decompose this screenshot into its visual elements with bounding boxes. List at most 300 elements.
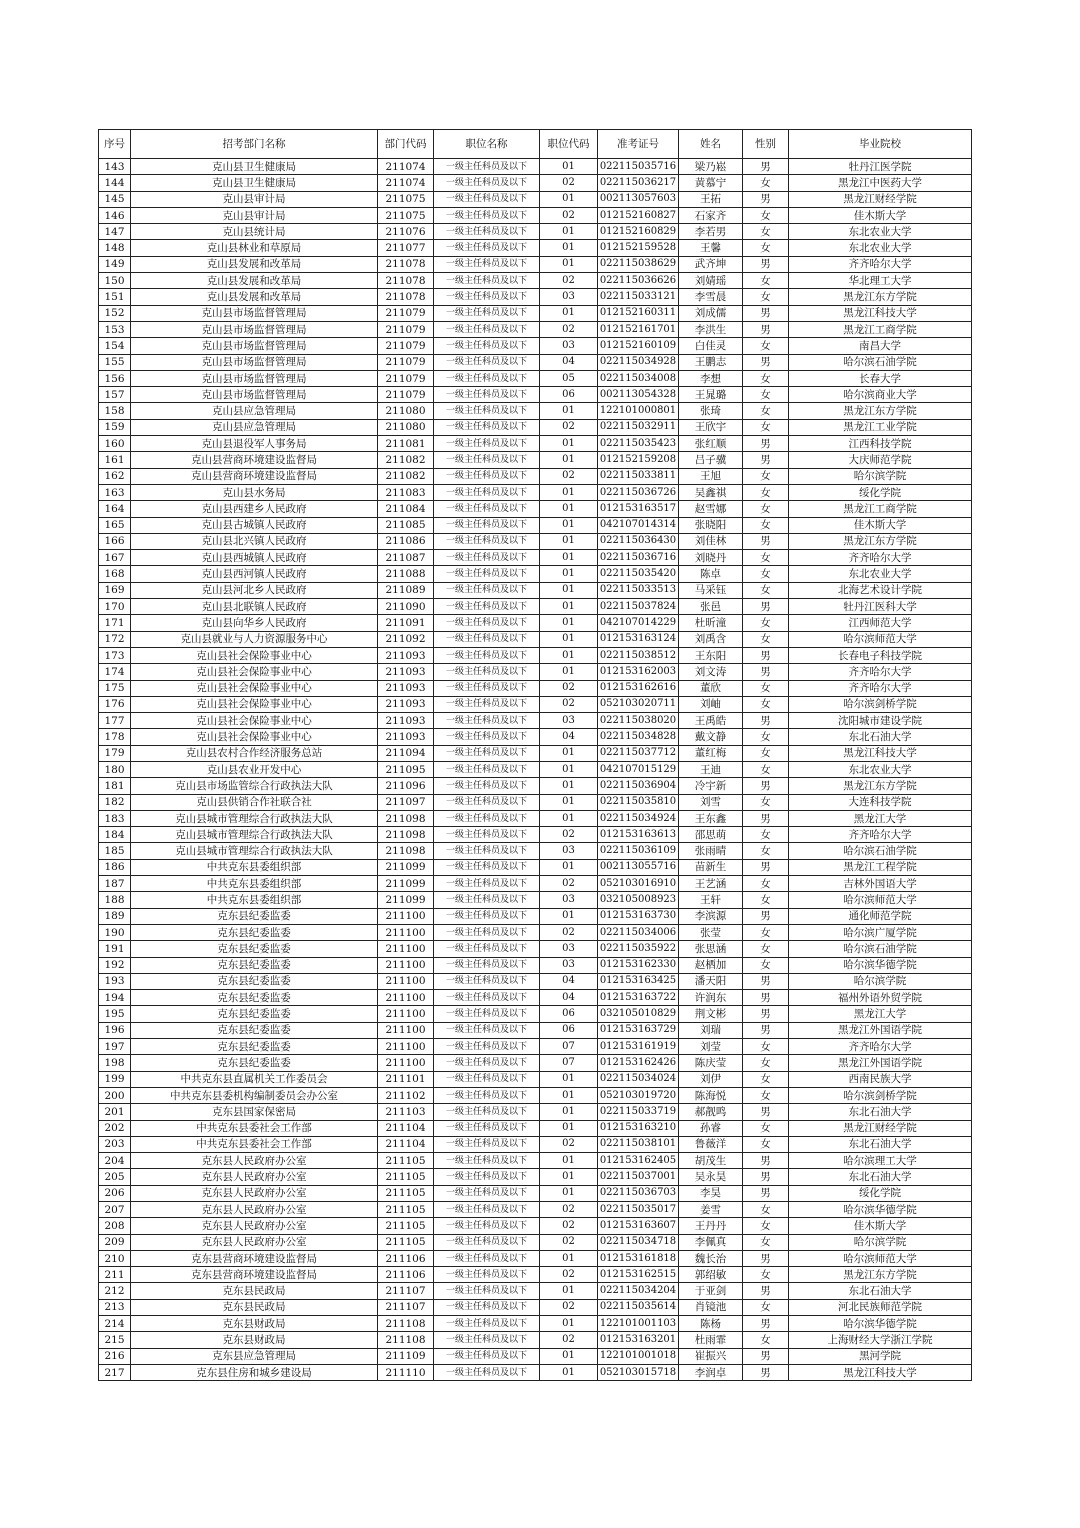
cell-position-code: 01: [540, 436, 598, 452]
table-row: [99, 566, 972, 582]
cell-position-code: 01: [540, 908, 598, 924]
cell-ticket-number: 042107014314: [598, 517, 679, 533]
cell-position-code: 01: [540, 256, 598, 272]
cell-seq: 171: [99, 615, 131, 631]
cell-position: 一级主任科员及以下: [434, 1087, 540, 1103]
cell-seq: 181: [99, 778, 131, 794]
table-row: [99, 908, 972, 924]
cell-position: 一级主任科员及以下: [434, 794, 540, 810]
results-table: [98, 129, 972, 1381]
table-row: [99, 1267, 972, 1283]
cell-name: 董红梅: [679, 745, 743, 761]
cell-seq: 203: [99, 1136, 131, 1152]
cell-department: 克东县住房和城乡建设局: [131, 1364, 378, 1380]
cell-seq: 150: [99, 273, 131, 289]
cell-name: 马采钰: [679, 582, 743, 598]
cell-ticket-number: 022115036703: [598, 1185, 679, 1201]
table-row: [99, 256, 972, 272]
cell-gender: 女: [743, 1136, 789, 1152]
table-row: [99, 354, 972, 370]
cell-gender: 男: [743, 713, 789, 729]
cell-department-code: 211100: [378, 973, 434, 989]
cell-school: 福州外语外贸学院: [789, 990, 972, 1006]
cell-position-code: 02: [540, 1332, 598, 1348]
cell-position-code: 02: [540, 321, 598, 337]
cell-school: 哈尔滨师范大学: [789, 892, 972, 908]
cell-name: 冷宇新: [679, 778, 743, 794]
cell-department-code: 211077: [378, 240, 434, 256]
cell-department-code: 211100: [378, 908, 434, 924]
cell-seq: 196: [99, 1022, 131, 1038]
cell-gender: 女: [743, 582, 789, 598]
cell-department-code: 211095: [378, 761, 434, 777]
cell-seq: 158: [99, 403, 131, 419]
cell-school: 齐齐哈尔大学: [789, 827, 972, 843]
cell-gender: 女: [743, 696, 789, 712]
cell-position-code: 02: [540, 1202, 598, 1218]
cell-position: 一级主任科员及以下: [434, 1250, 540, 1266]
col-header-school: 毕业院校: [789, 130, 972, 159]
cell-department-code: 211103: [378, 1104, 434, 1120]
cell-school: 东北农业大学: [789, 761, 972, 777]
cell-school: 南昌大学: [789, 338, 972, 354]
cell-name: 白佳灵: [679, 338, 743, 354]
table-row: [99, 615, 972, 631]
cell-gender: 男: [743, 647, 789, 663]
cell-department: 克山县供销合作社联合社: [131, 794, 378, 810]
cell-ticket-number: 012153162405: [598, 1153, 679, 1169]
cell-name: 王轩: [679, 892, 743, 908]
cell-school: 哈尔滨华德学院: [789, 1202, 972, 1218]
cell-gender: 男: [743, 1169, 789, 1185]
cell-position: 一级主任科员及以下: [434, 713, 540, 729]
cell-position: 一级主任科员及以下: [434, 647, 540, 663]
cell-department-code: 211100: [378, 941, 434, 957]
cell-position-code: 01: [540, 631, 598, 647]
table-row: [99, 501, 972, 517]
cell-school: 吉林外国语大学: [789, 876, 972, 892]
cell-department: 克山县市场监督管理局: [131, 387, 378, 403]
cell-name: 荆文彬: [679, 1006, 743, 1022]
cell-name: 肖镜池: [679, 1299, 743, 1315]
cell-school: 黑龙江科技大学: [789, 305, 972, 321]
cell-ticket-number: 012153162515: [598, 1267, 679, 1283]
cell-school: 黑龙江工商学院: [789, 321, 972, 337]
cell-name: 王丹丹: [679, 1218, 743, 1234]
cell-position: 一级主任科员及以下: [434, 370, 540, 386]
cell-department: 克山县社会保险事业中心: [131, 647, 378, 663]
cell-gender: 男: [743, 159, 789, 175]
table-row: [99, 289, 972, 305]
cell-school: 哈尔滨广厦学院: [789, 924, 972, 940]
cell-ticket-number: 022115035716: [598, 159, 679, 175]
cell-gender: 女: [743, 892, 789, 908]
cell-department-code: 211098: [378, 810, 434, 826]
table-row: [99, 599, 972, 615]
table-row: [99, 631, 972, 647]
cell-seq: 148: [99, 240, 131, 256]
cell-gender: 女: [743, 1332, 789, 1348]
cell-position: 一级主任科员及以下: [434, 778, 540, 794]
table-row: [99, 859, 972, 875]
cell-position-code: 01: [540, 240, 598, 256]
cell-position: 一级主任科员及以下: [434, 484, 540, 500]
cell-gender: 女: [743, 957, 789, 973]
cell-gender: 女: [743, 1234, 789, 1250]
cell-position: 一级主任科员及以下: [434, 990, 540, 1006]
table-row: [99, 990, 972, 1006]
cell-position-code: 01: [540, 550, 598, 566]
cell-position: 一级主任科员及以下: [434, 419, 540, 435]
cell-seq: 192: [99, 957, 131, 973]
cell-seq: 176: [99, 696, 131, 712]
cell-position: 一级主任科员及以下: [434, 1234, 540, 1250]
cell-ticket-number: 022115035614: [598, 1299, 679, 1315]
cell-gender: 男: [743, 1283, 789, 1299]
cell-department-code: 211100: [378, 1039, 434, 1055]
cell-position-code: 06: [540, 387, 598, 403]
cell-department-code: 211104: [378, 1120, 434, 1136]
cell-school: 佳木斯大学: [789, 207, 972, 223]
cell-seq: 193: [99, 973, 131, 989]
table-row: [99, 207, 972, 223]
cell-department-code: 211083: [378, 484, 434, 500]
cell-position: 一级主任科员及以下: [434, 941, 540, 957]
cell-ticket-number: 022115035420: [598, 566, 679, 582]
cell-department: 克山县审计局: [131, 191, 378, 207]
cell-gender: 男: [743, 1022, 789, 1038]
cell-position: 一级主任科员及以下: [434, 1153, 540, 1169]
cell-ticket-number: 012153163613: [598, 827, 679, 843]
cell-school: 哈尔滨师范大学: [789, 631, 972, 647]
cell-department-code: 211091: [378, 615, 434, 631]
cell-ticket-number: 032105008923: [598, 892, 679, 908]
cell-ticket-number: 022115035017: [598, 1202, 679, 1218]
cell-school: 长春大学: [789, 370, 972, 386]
cell-department: 克东县人民政府办公室: [131, 1169, 378, 1185]
cell-department: 克山县河北乡人民政府: [131, 582, 378, 598]
cell-gender: 男: [743, 1006, 789, 1022]
cell-position-code: 01: [540, 533, 598, 549]
cell-position-code: 01: [540, 452, 598, 468]
cell-department: 克山县统计局: [131, 224, 378, 240]
cell-department: 克山县应急管理局: [131, 403, 378, 419]
cell-school: 哈尔滨华德学院: [789, 1316, 972, 1332]
cell-name: 梁乃崧: [679, 159, 743, 175]
cell-gender: 女: [743, 1218, 789, 1234]
cell-gender: 女: [743, 468, 789, 484]
cell-school: 东北石油大学: [789, 729, 972, 745]
cell-position: 一级主任科员及以下: [434, 876, 540, 892]
cell-department: 克东县人民政府办公室: [131, 1153, 378, 1169]
cell-department: 克东县纪委监委: [131, 924, 378, 940]
cell-position: 一级主任科员及以下: [434, 1332, 540, 1348]
cell-department: 克山县市场监督管理局: [131, 370, 378, 386]
cell-name: 李若男: [679, 224, 743, 240]
cell-seq: 145: [99, 191, 131, 207]
table-row: [99, 941, 972, 957]
cell-department: 克山县社会保险事业中心: [131, 713, 378, 729]
cell-department-code: 211089: [378, 582, 434, 598]
cell-position-code: 01: [540, 1071, 598, 1087]
cell-position: 一级主任科员及以下: [434, 1202, 540, 1218]
cell-seq: 157: [99, 387, 131, 403]
table-row: [99, 1006, 972, 1022]
cell-seq: 147: [99, 224, 131, 240]
cell-school: 黑龙江财经学院: [789, 1120, 972, 1136]
cell-school: 黑龙江科技大学: [789, 1364, 972, 1380]
cell-position: 一级主任科员及以下: [434, 761, 540, 777]
cell-position-code: 02: [540, 468, 598, 484]
cell-position: 一级主任科员及以下: [434, 468, 540, 484]
cell-department-code: 211093: [378, 647, 434, 663]
cell-position-code: 07: [540, 1055, 598, 1071]
cell-department: 克山县卫生健康局: [131, 159, 378, 175]
table-row: [99, 436, 972, 452]
cell-ticket-number: 042107014229: [598, 615, 679, 631]
cell-name: 刘佳林: [679, 533, 743, 549]
cell-department-code: 211100: [378, 990, 434, 1006]
cell-school: 江西科技学院: [789, 436, 972, 452]
cell-gender: 女: [743, 924, 789, 940]
cell-seq: 175: [99, 680, 131, 696]
cell-ticket-number: 022115033811: [598, 468, 679, 484]
cell-seq: 178: [99, 729, 131, 745]
cell-department: 克山县农业开发中心: [131, 761, 378, 777]
cell-department-code: 211105: [378, 1185, 434, 1201]
table-row: [99, 1348, 972, 1364]
cell-department-code: 211098: [378, 843, 434, 859]
cell-department-code: 211096: [378, 778, 434, 794]
cell-seq: 162: [99, 468, 131, 484]
cell-school: 沈阳城市建设学院: [789, 713, 972, 729]
cell-gender: 男: [743, 1104, 789, 1120]
cell-position: 一级主任科员及以下: [434, 582, 540, 598]
cell-gender: 女: [743, 566, 789, 582]
table-row: [99, 191, 972, 207]
cell-position-code: 01: [540, 1283, 598, 1299]
cell-seq: 152: [99, 305, 131, 321]
cell-position: 一级主任科员及以下: [434, 256, 540, 272]
cell-school: 牡丹江医科大学: [789, 599, 972, 615]
cell-seq: 161: [99, 452, 131, 468]
cell-position-code: 01: [540, 159, 598, 175]
cell-department: 中共克东县委组织部: [131, 859, 378, 875]
cell-name: 王东鑫: [679, 810, 743, 826]
cell-school: 哈尔滨师范大学: [789, 1250, 972, 1266]
cell-position: 一级主任科员及以下: [434, 289, 540, 305]
cell-name: 赵栖加: [679, 957, 743, 973]
cell-department-code: 211105: [378, 1202, 434, 1218]
cell-position: 一级主任科员及以下: [434, 1006, 540, 1022]
cell-position: 一级主任科员及以下: [434, 387, 540, 403]
cell-school: 黑龙江东方学院: [789, 778, 972, 794]
cell-seq: 174: [99, 664, 131, 680]
cell-gender: 女: [743, 175, 789, 191]
cell-ticket-number: 012152159528: [598, 240, 679, 256]
cell-position: 一级主任科员及以下: [434, 810, 540, 826]
cell-school: 东北农业大学: [789, 566, 972, 582]
cell-gender: 男: [743, 1364, 789, 1380]
cell-position: 一级主任科员及以下: [434, 843, 540, 859]
cell-ticket-number: 022115032911: [598, 419, 679, 435]
cell-name: 刘伊: [679, 1071, 743, 1087]
cell-school: 哈尔滨商业大学: [789, 387, 972, 403]
cell-ticket-number: 022115034204: [598, 1283, 679, 1299]
table-row: [99, 550, 972, 566]
cell-position: 一级主任科员及以下: [434, 892, 540, 908]
cell-gender: 男: [743, 1153, 789, 1169]
table-row: [99, 794, 972, 810]
cell-school: 黑龙江外国语学院: [789, 1022, 972, 1038]
cell-school: 佳木斯大学: [789, 517, 972, 533]
cell-department: 克山县北联镇人民政府: [131, 599, 378, 615]
cell-school: 黑龙江中医药大学: [789, 175, 972, 191]
cell-department-code: 211107: [378, 1283, 434, 1299]
cell-gender: 男: [743, 908, 789, 924]
cell-department: 克山县应急管理局: [131, 419, 378, 435]
cell-gender: 女: [743, 550, 789, 566]
cell-ticket-number: 012153163729: [598, 1022, 679, 1038]
cell-position-code: 03: [540, 713, 598, 729]
cell-gender: 女: [743, 1120, 789, 1136]
cell-department-code: 211074: [378, 159, 434, 175]
cell-department: 克东县民政局: [131, 1283, 378, 1299]
cell-ticket-number: 012153163201: [598, 1332, 679, 1348]
cell-seq: 187: [99, 876, 131, 892]
table-row: [99, 1022, 972, 1038]
cell-department-code: 211079: [378, 338, 434, 354]
cell-position-code: 02: [540, 207, 598, 223]
table-row: [99, 1087, 972, 1103]
cell-department-code: 211093: [378, 680, 434, 696]
cell-department: 克山县审计局: [131, 207, 378, 223]
cell-gender: 男: [743, 256, 789, 272]
cell-seq: 209: [99, 1234, 131, 1250]
cell-seq: 160: [99, 436, 131, 452]
cell-gender: 女: [743, 1039, 789, 1055]
cell-department-code: 211105: [378, 1153, 434, 1169]
cell-department: 克山县营商环境建设监督局: [131, 468, 378, 484]
cell-name: 王艺涵: [679, 876, 743, 892]
cell-ticket-number: 012152160109: [598, 338, 679, 354]
cell-name: 张邑: [679, 599, 743, 615]
table-row: [99, 419, 972, 435]
cell-position: 一级主任科员及以下: [434, 924, 540, 940]
table-row: [99, 1234, 972, 1250]
cell-gender: 男: [743, 1348, 789, 1364]
cell-seq: 215: [99, 1332, 131, 1348]
cell-gender: 男: [743, 664, 789, 680]
cell-gender: 女: [743, 517, 789, 533]
cell-seq: 202: [99, 1120, 131, 1136]
cell-ticket-number: 012153163722: [598, 990, 679, 1006]
cell-gender: 女: [743, 680, 789, 696]
cell-department-code: 211079: [378, 387, 434, 403]
cell-seq: 216: [99, 1348, 131, 1364]
cell-position-code: 02: [540, 1234, 598, 1250]
cell-school: 东北石油大学: [789, 1283, 972, 1299]
cell-name: 崔振兴: [679, 1348, 743, 1364]
cell-position-code: 01: [540, 566, 598, 582]
cell-school: 哈尔滨石油学院: [789, 941, 972, 957]
cell-position-code: 04: [540, 354, 598, 370]
cell-ticket-number: 012153162616: [598, 680, 679, 696]
cell-name: 魏长治: [679, 1250, 743, 1266]
table-row: [99, 1283, 972, 1299]
cell-name: 王欣宇: [679, 419, 743, 435]
cell-seq: 186: [99, 859, 131, 875]
cell-gender: 女: [743, 941, 789, 957]
cell-department: 克东县纪委监委: [131, 990, 378, 1006]
cell-position-code: 03: [540, 843, 598, 859]
cell-name: 姜雪: [679, 1202, 743, 1218]
cell-seq: 177: [99, 713, 131, 729]
cell-department-code: 211090: [378, 599, 434, 615]
cell-seq: 166: [99, 533, 131, 549]
cell-name: 于亚剑: [679, 1283, 743, 1299]
cell-position: 一级主任科员及以下: [434, 175, 540, 191]
cell-department-code: 211088: [378, 566, 434, 582]
cell-department-code: 211102: [378, 1087, 434, 1103]
cell-school: 黑龙江东方学院: [789, 533, 972, 549]
table-row: [99, 696, 972, 712]
table-row: [99, 1316, 972, 1332]
cell-seq: 163: [99, 484, 131, 500]
cell-position-code: 01: [540, 1120, 598, 1136]
table-row: [99, 924, 972, 940]
cell-department: 克山县发展和改革局: [131, 273, 378, 289]
cell-department: 克山县林业和草原局: [131, 240, 378, 256]
cell-name: 王拓: [679, 191, 743, 207]
cell-position-code: 01: [540, 810, 598, 826]
cell-school: 东北农业大学: [789, 224, 972, 240]
cell-department: 克东县国家保密局: [131, 1104, 378, 1120]
cell-name: 刘瑞: [679, 1022, 743, 1038]
cell-position-code: 02: [540, 696, 598, 712]
cell-department-code: 211104: [378, 1136, 434, 1152]
cell-position-code: 03: [540, 892, 598, 908]
cell-gender: 女: [743, 876, 789, 892]
cell-name: 刘婧瑶: [679, 273, 743, 289]
cell-position-code: 02: [540, 680, 598, 696]
cell-position-code: 01: [540, 761, 598, 777]
cell-position: 一级主任科员及以下: [434, 1039, 540, 1055]
cell-school: 齐齐哈尔大学: [789, 680, 972, 696]
cell-seq: 189: [99, 908, 131, 924]
cell-ticket-number: 012152159208: [598, 452, 679, 468]
cell-gender: 女: [743, 338, 789, 354]
cell-name: 刘莹: [679, 1039, 743, 1055]
cell-position-code: 02: [540, 175, 598, 191]
cell-seq: 182: [99, 794, 131, 810]
cell-gender: 女: [743, 501, 789, 517]
cell-school: 哈尔滨石油学院: [789, 843, 972, 859]
cell-department-code: 211108: [378, 1316, 434, 1332]
cell-department: 中共克东县委机构编制委员会办公室: [131, 1087, 378, 1103]
cell-ticket-number: 022115033513: [598, 582, 679, 598]
cell-department-code: 211100: [378, 1022, 434, 1038]
cell-department-code: 211084: [378, 501, 434, 517]
cell-gender: 男: [743, 321, 789, 337]
cell-department: 克东县纪委监委: [131, 1039, 378, 1055]
cell-department-code: 211100: [378, 1055, 434, 1071]
table-row: [99, 1185, 972, 1201]
table-row: [99, 1169, 972, 1185]
cell-position-code: 01: [540, 1153, 598, 1169]
cell-ticket-number: 012153163124: [598, 631, 679, 647]
cell-school: 哈尔滨剑桥学院: [789, 696, 972, 712]
